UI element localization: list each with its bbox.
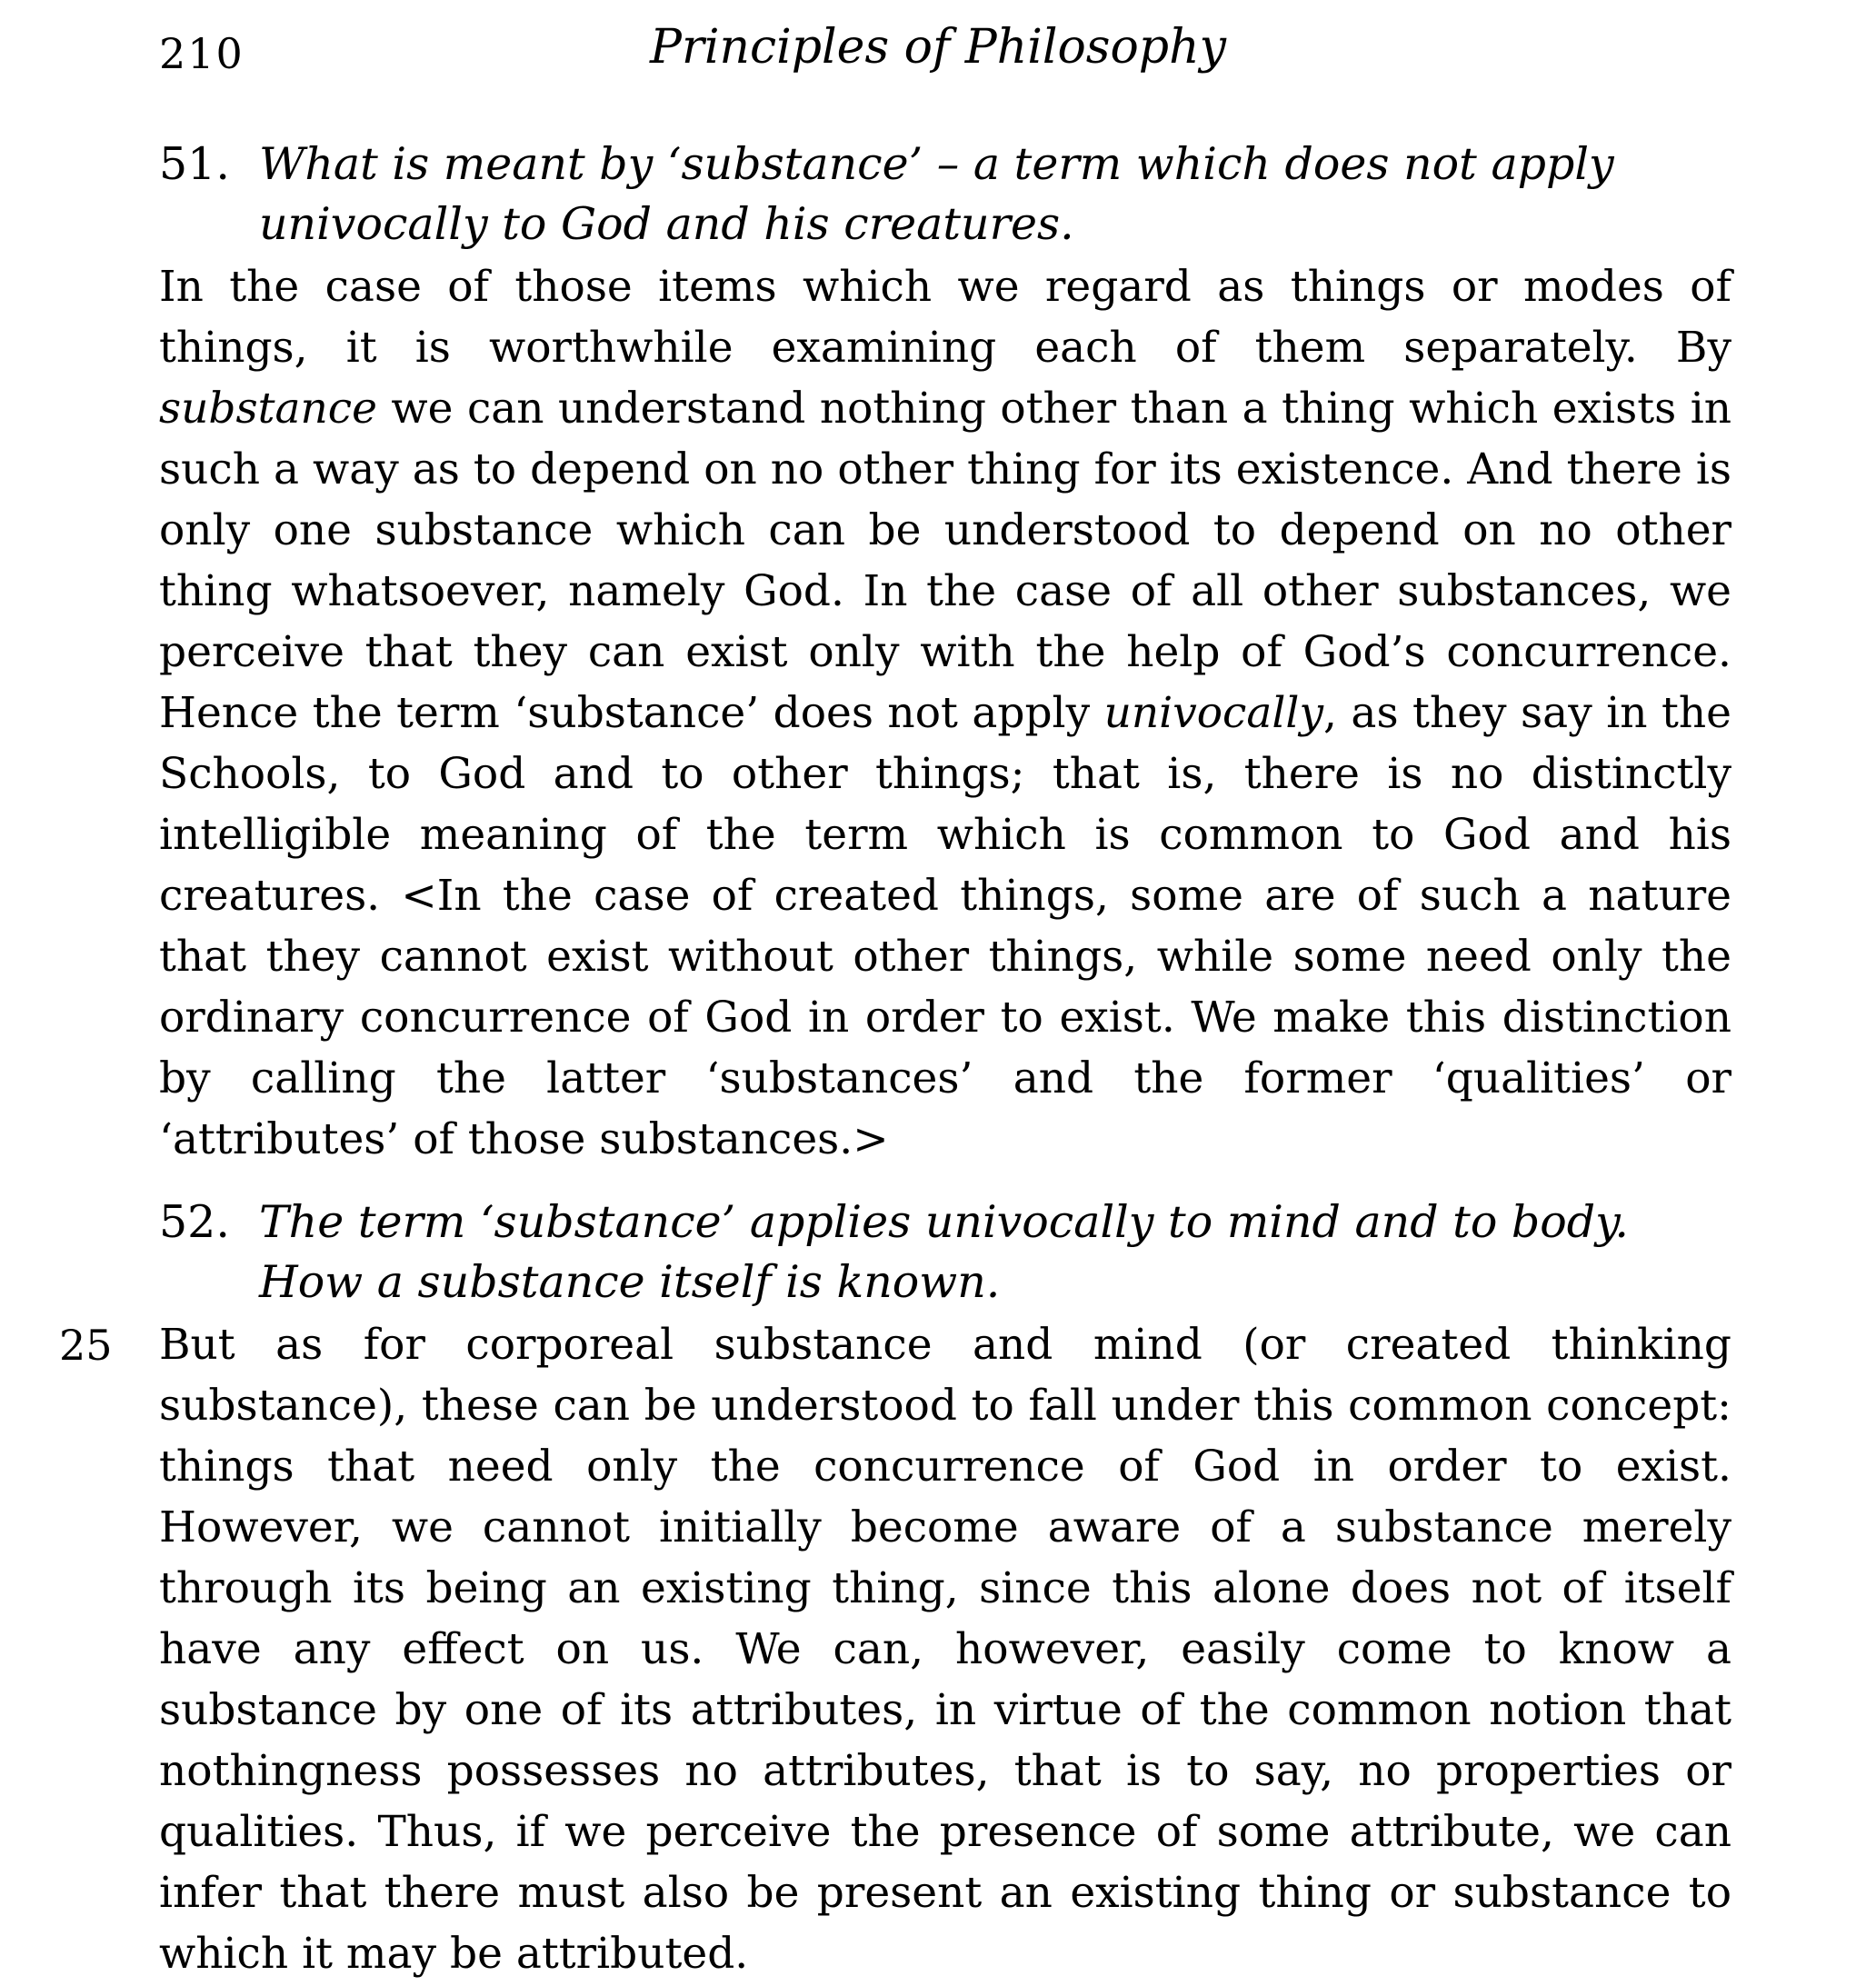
section-body [159,256,1731,1170]
section-heading [159,135,1731,254]
margin-line-number: 25 [59,1321,113,1370]
section-number: 52. [159,1196,230,1248]
section-number: 51. [159,138,230,190]
section-52 [159,1193,1731,1984]
page-header [0,20,1876,84]
section-51 [159,135,1731,1170]
page-number: 210 [159,29,244,78]
body-emphasis: univocally [1103,688,1324,738]
section-heading [159,1193,1731,1312]
body-segment: In the case of those items which we regard as things or modes of things, it is worthwhile examining each of them separately. By [159,262,1731,373]
section-heading-text: What is meant by ‘substance’ – a term which does not apply univocally to God and his creatures. [259,138,1614,250]
running-title: Principles of Philosophy [650,20,1226,75]
section-heading-text: The term ‘substance’ applies univocally to mind and to body. How a substance itself is known. [259,1196,1629,1308]
body-emphasis: substance [159,384,377,434]
body-segment: , as they say in the Schools, to God and to other things; that is, there is no distinctly intelligible meaning of the term which is common to God and his creatures. <In the case of created things, some are of such a nature that they cannot exist without other things, while some need only the ordinary concurrence of God in order to exist. We make this distinction by calling the latter ‘substances’ and the former ‘qualities’ or ‘attributes’ of those substances.> [159,688,1731,1164]
body-segment: we can understand nothing other than a thing which exists in such a way as to depend on no other thing for its existence. And there is only one substance which can be understood to depend on no other thing whatsoever, namely God. In the case of all other substances, we perceive that they can exist only with the help of God’s concurrence. Hence the term ‘substance’ does not apply [159,384,1731,738]
section-body: But as for corporeal substance and mind (or created thinking substance), these can be understood to fall under this common concept: things that need only the concurrence of God in order to exist. However, we cannot initially become aware of a substance merely through its being an existing thing, since this alone does not of itself have any effect on us. We can, however, easily come to know a substance by one of its attributes, in virtue of the common notion that nothingness possesses no attributes, that is to say, no properties or qualities. Thus, if we perceive the presence of some attribute, we can infer that there must also be present an existing thing or substance to which it may be attributed. [159,1320,1731,1979]
